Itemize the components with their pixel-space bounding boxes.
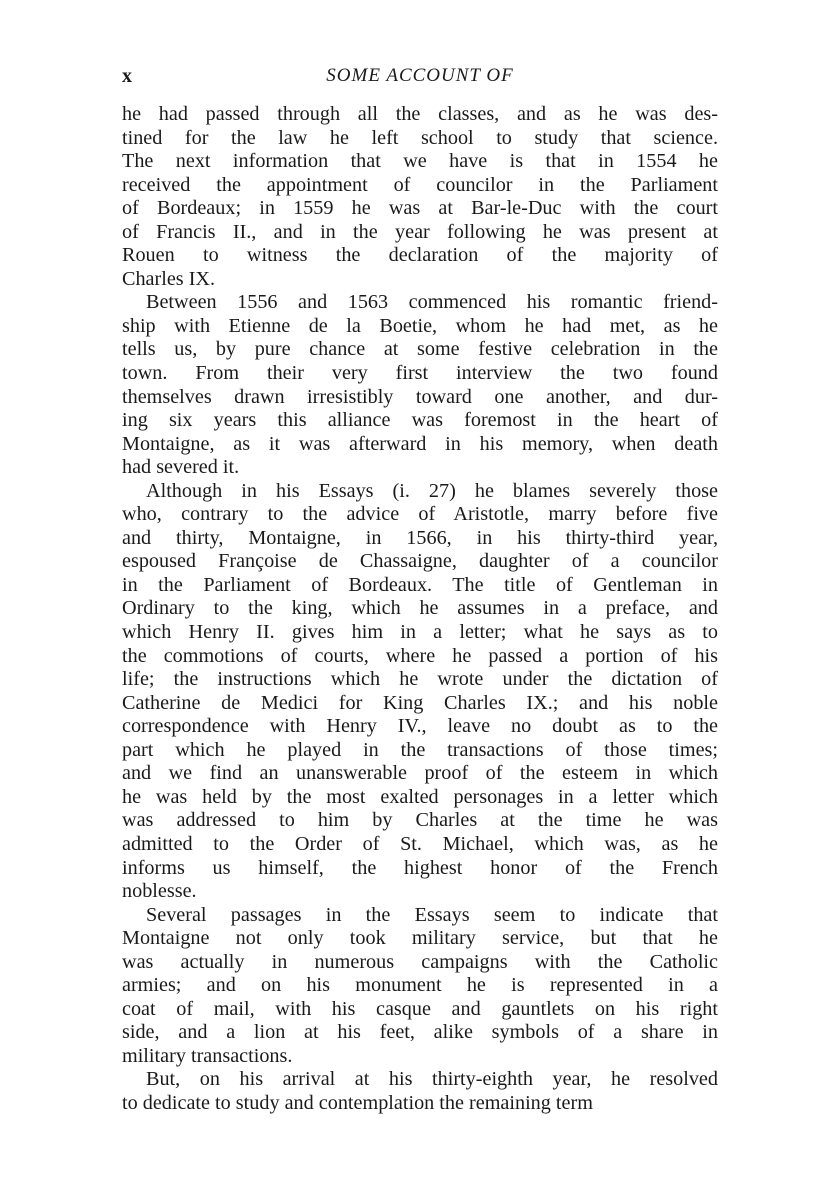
text-line: of Bordeaux; in 1559 he was at Bar-le-Duc with the court: [122, 197, 718, 220]
text-line: correspondence with Henry IV., leave no doubt as to the: [122, 715, 718, 738]
paragraph: [122, 1068, 718, 1115]
text-line: part which he played in the transactions of those times;: [122, 738, 718, 761]
text-line: Between 1556 and 1563 commenced his romantic friend-: [146, 291, 718, 314]
text-line: The next information that we have is that in 1554 he: [122, 150, 718, 173]
text-line: the commotions of courts, where he passed a portion of his: [122, 644, 718, 667]
text-line: he was held by the most exalted personages in a letter which: [122, 785, 718, 808]
text-line: of Francis II., and in the year following he was present at: [122, 220, 718, 243]
text-line: ship with Etienne de la Boetie, whom he had met, as he: [122, 314, 718, 337]
page-number: x: [122, 65, 132, 87]
paragraph: [122, 480, 718, 904]
text-line: themselves drawn irresistibly toward one another, and dur-: [122, 385, 718, 408]
paragraph: [122, 904, 718, 1069]
text-line: Ordinary to the king, which he assumes in a preface, and: [122, 597, 718, 620]
text-line: admitted to the Order of St. Michael, which was, as he: [122, 832, 718, 855]
text-line: in the Parliament of Bordeaux. The title of Gentleman in: [122, 573, 718, 596]
text-line: noblesse.: [122, 880, 197, 903]
text-line: and thirty, Montaigne, in 1566, in his thirty-third year,: [122, 526, 718, 549]
text-line: to dedicate to study and contemplation the remaining term: [122, 1091, 593, 1114]
text-line: Although in his Essays (i. 27) he blames severely those: [146, 479, 718, 502]
text-line: and we find an unanswerable proof of the esteem in which: [122, 762, 718, 785]
text-line: was addressed to him by Charles at the time he was: [122, 809, 718, 832]
running-title: SOME ACCOUNT OF: [326, 65, 514, 86]
text-line: Several passages in the Essays seem to indicate that: [146, 903, 718, 926]
text-line: tined for the law he left school to study that science.: [122, 126, 718, 149]
text-line: espoused Françoise de Chassaigne, daughter of a councilor: [122, 550, 718, 573]
text-line: received the appointment of councilor in the Parliament: [122, 173, 718, 196]
paragraph: [122, 291, 718, 479]
text-line: Catherine de Medici for King Charles IX.; and his noble: [122, 691, 718, 714]
body-text: [122, 103, 718, 1116]
text-line: informs us himself, the highest honor of the French: [122, 856, 718, 879]
text-line: Rouen to witness the declaration of the majority of: [122, 244, 718, 267]
text-line: military transactions.: [122, 1044, 293, 1067]
text-line: side, and a lion at his feet, alike symbols of a share in: [122, 1021, 718, 1044]
text-line: which Henry II. gives him in a letter; what he says as to: [122, 621, 718, 644]
text-line: Montaigne not only took military service, but that he: [122, 927, 718, 950]
paragraph: [122, 103, 718, 291]
text-line: coat of mail, with his casque and gauntlets on his right: [122, 997, 718, 1020]
text-line: tells us, by pure chance at some festive celebration in the: [122, 338, 718, 361]
text-line: town. From their very first interview the two found: [122, 362, 718, 385]
text-line: life; the instructions which he wrote under the dictation of: [122, 668, 718, 691]
text-line: armies; and on his monument he is represented in a: [122, 974, 718, 997]
text-line: Montaigne, as it was afterward in his memory, when death: [122, 432, 718, 455]
running-head: [122, 64, 718, 88]
text-line: ing six years this alliance was foremost in the heart of: [122, 409, 718, 432]
text-line: had severed it.: [122, 456, 240, 479]
text-line: he had passed through all the classes, and as he was des-: [122, 103, 718, 125]
text-line: was actually in numerous campaigns with the Catholic: [122, 950, 718, 973]
text-line: But, on his arrival at his thirty-eighth year, he resolved: [146, 1068, 718, 1091]
text-line: who, contrary to the advice of Aristotle, marry before five: [122, 503, 718, 526]
text-line: Charles IX.: [122, 267, 216, 290]
